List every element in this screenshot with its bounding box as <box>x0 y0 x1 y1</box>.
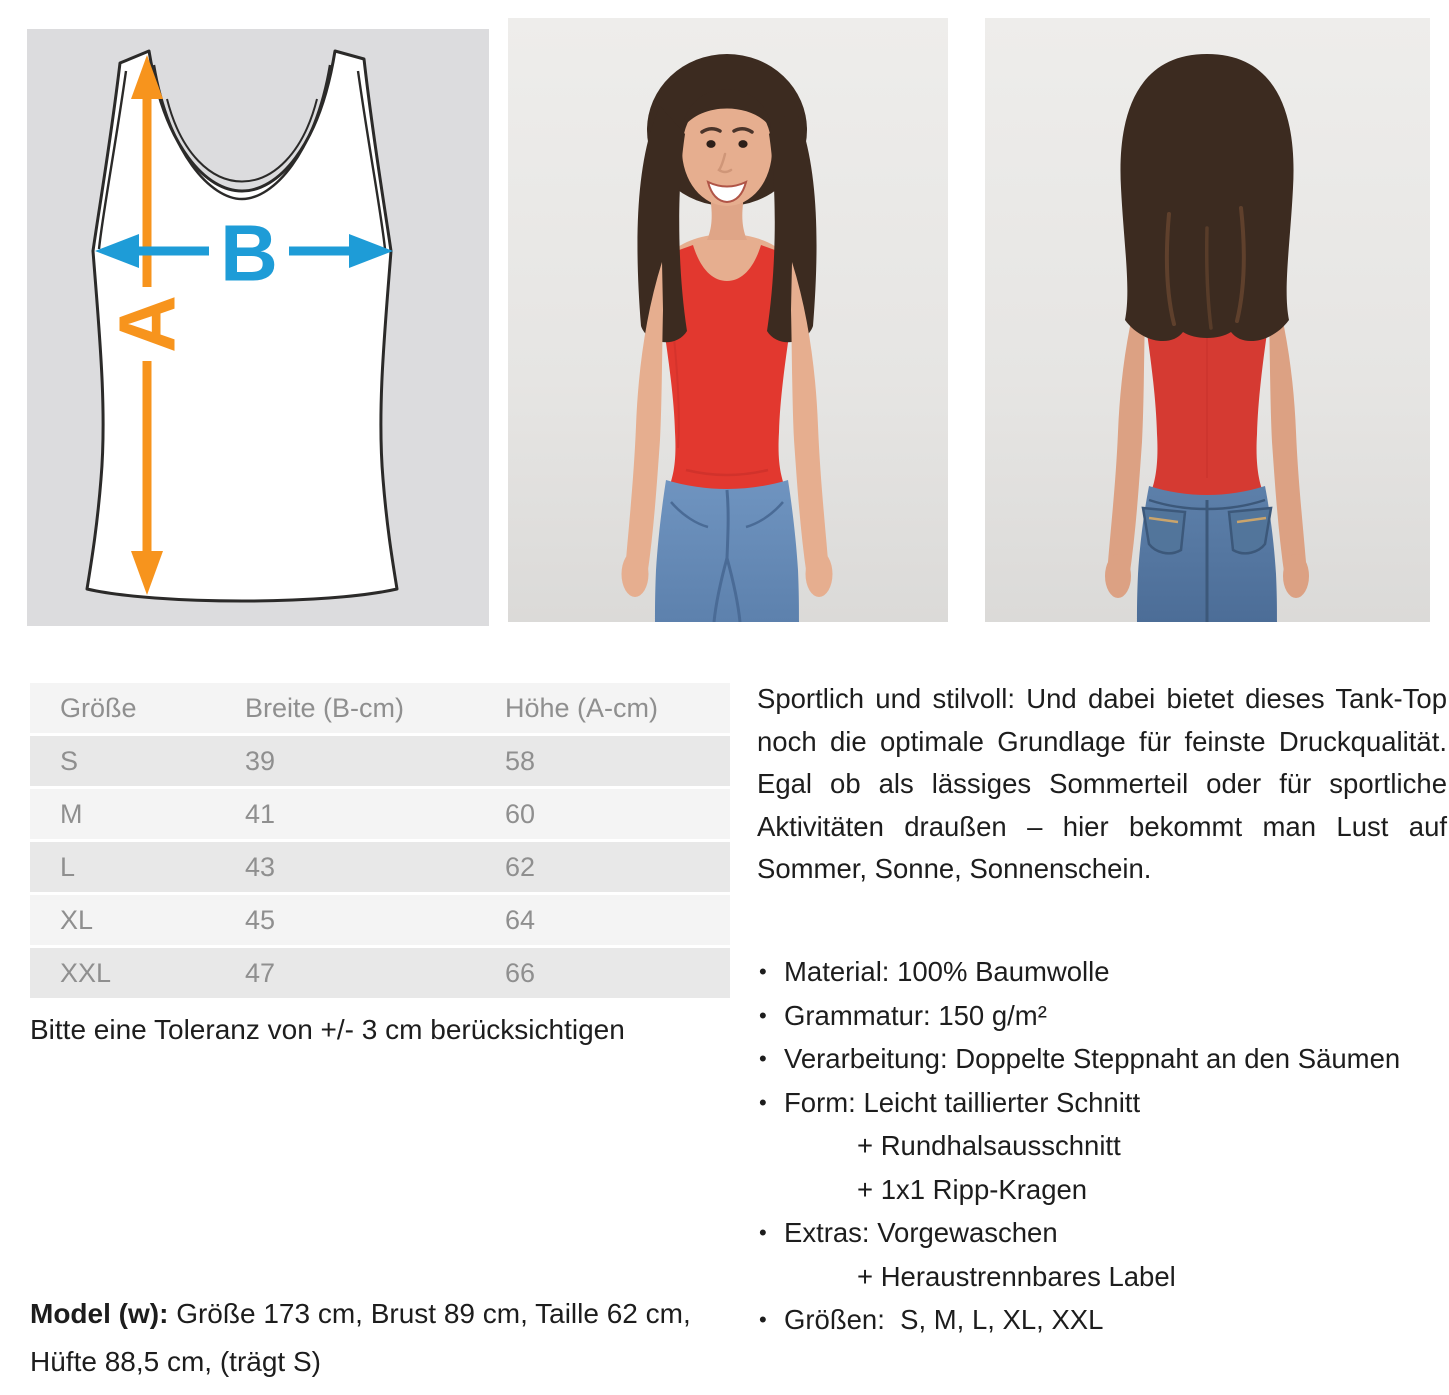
model-photo-back <box>985 18 1430 622</box>
table-header-row <box>30 683 730 733</box>
feature-item: • Form: Leicht taillierter Schnitt <box>757 1081 1447 1125</box>
model-photo-front <box>508 18 948 622</box>
tank-top-measurement-diagram <box>27 29 489 626</box>
feature-item: • Größen: S, M, L, XL, XXL <box>757 1298 1447 1342</box>
jeans-back <box>1137 486 1277 622</box>
feature-item: • Verarbeitung: Doppelte Steppnaht an den Säumen <box>757 1037 1447 1081</box>
table-row: XL 45 64 <box>30 895 730 945</box>
size-diagram-panel <box>27 29 489 626</box>
feature-subitem: + Heraustrennbares Label <box>857 1260 1176 1292</box>
bullet-icon: • <box>759 1220 767 1245</box>
model-info <box>30 1290 740 1386</box>
bullet-icon: • <box>759 959 767 984</box>
table-row: XXL 47 66 <box>30 948 730 998</box>
feature-subitem: + Rundhalsausschnitt <box>857 1130 1121 1161</box>
bullet-icon: • <box>759 1002 767 1028</box>
product-description: Sportlich und stilvoll: Und dabei bietet dieses Tank-Top noch die optimale Grundlage für feinste Druckqualität. Egal ob als lässiges Sommerteil oder für sportliche Aktivitäten draußen – hier bekommt man Lust auf Sommer, Sonne, Sonnenschein. <box>757 683 1447 884</box>
feature-list <box>757 950 1447 1342</box>
bullet-icon: • <box>759 1046 767 1071</box>
hair <box>1120 54 1293 341</box>
feature-item: • Grammatur: 150 g/m² <box>757 994 1447 1038</box>
feature-subitem: + 1x1 Ripp-Kragen <box>857 1173 1088 1205</box>
bullet-icon: • <box>759 1089 767 1115</box>
feature-item: • Material: 100% Baumwolle <box>757 950 1447 994</box>
model-back-illustration <box>985 18 1430 622</box>
model-info-label: Model (w): <box>30 1298 169 1329</box>
feature-item: • Extras: Vorgewaschen <box>757 1211 1447 1255</box>
table-row: S 39 58 <box>30 736 730 786</box>
jeans-front <box>655 480 799 622</box>
header-width: Breite (B-cm) <box>245 692 405 723</box>
header-height: Höhe (A-cm) <box>505 692 659 723</box>
width-label-b: B <box>220 208 278 298</box>
size-table <box>30 680 730 1001</box>
height-label-a: A <box>102 295 192 353</box>
table-row: M 41 60 <box>30 789 730 839</box>
header-size: Größe <box>60 692 137 723</box>
tolerance-note: Bitte eine Toleranz von +/- 3 cm berücksichtigen <box>30 1014 625 1045</box>
model-info-text: Größe 173 cm, Brust 89 cm, Taille 62 cm, Hüfte 88,5 cm, (trägt S) <box>30 1298 691 1377</box>
bullet-icon: • <box>759 1307 767 1332</box>
table-row: L 43 62 <box>30 842 730 892</box>
model-front-illustration <box>508 18 948 622</box>
